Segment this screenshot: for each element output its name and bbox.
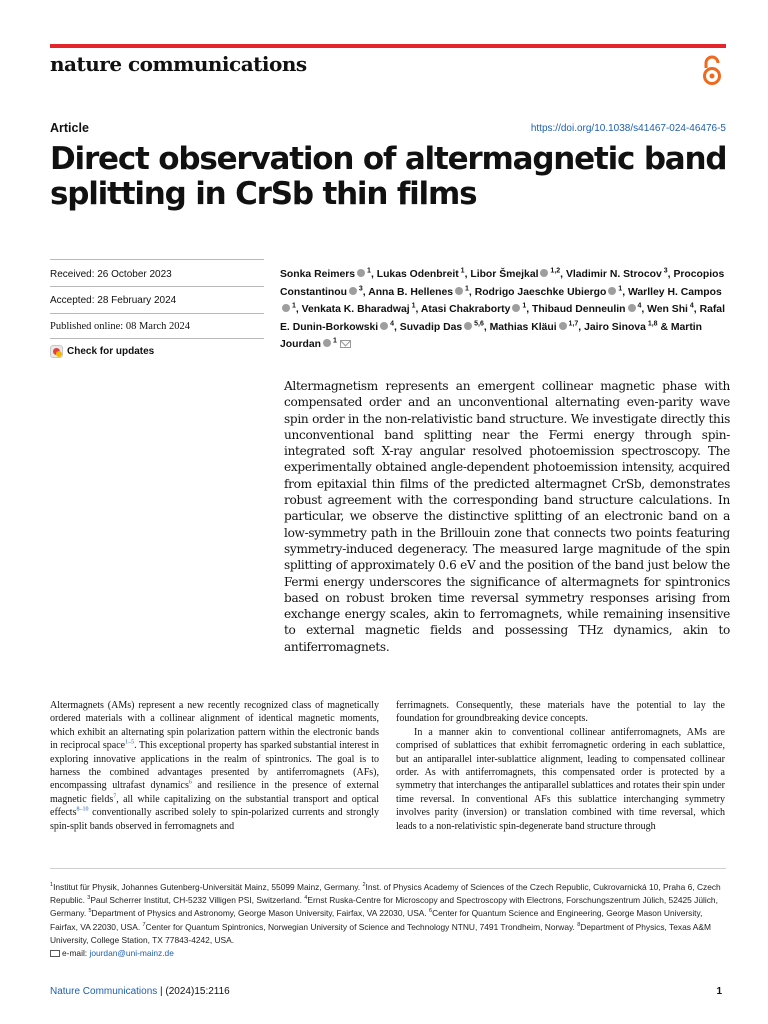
body-text: and resilience in the presence of external magnetic fields — [50, 780, 379, 805]
received-date: Received: 26 October 2023 — [50, 269, 172, 280]
author-separator: , — [483, 321, 490, 333]
meta-divider — [50, 338, 264, 339]
orcid-icon[interactable] — [628, 304, 636, 312]
author-name[interactable]: Thibaud Denneulin — [532, 304, 626, 316]
affiliation-number: 8 — [577, 921, 581, 928]
page-number: 1 — [716, 986, 722, 997]
author-name[interactable]: Venkata K. Bharadwaj — [301, 304, 410, 316]
affiliation-text: Paul Scherrer Institut, CH-5232 Villigen PSI, Switzerland. — [90, 895, 305, 906]
corresponding-author-mail-icon[interactable] — [340, 340, 351, 348]
affiliation-number: 4 — [304, 895, 308, 902]
author-name[interactable]: Warlley H. Campos — [627, 286, 722, 298]
author-separator: , — [693, 304, 700, 316]
affiliation-text: Department of Physics, Texas A&M University, College Station, TX 77843-4242, USA. — [50, 921, 711, 945]
footer-citation — [50, 986, 230, 997]
affiliation-number: 7 — [142, 921, 146, 928]
author-separator: , — [415, 304, 421, 316]
affiliation-number: 3 — [87, 895, 91, 902]
meta-divider — [50, 259, 264, 260]
body-column-right — [396, 699, 725, 833]
orcid-icon[interactable] — [282, 304, 290, 312]
reference-citation[interactable]: 6 — [188, 780, 192, 787]
body-paragraph: ferrimagnets. Consequently, these materials have the potential to lay the foundation for groundbreaking device concepts. — [396, 700, 725, 725]
author-name[interactable]: Martin Jourdan — [280, 321, 703, 351]
affiliation-text: Center for Quantum Science and Engineering, George Mason University, Fairfax, VA 22030, USA. — [50, 908, 703, 932]
reference-citation[interactable]: 8–10 — [76, 806, 89, 813]
author-affiliation-number: 1 — [290, 302, 296, 310]
orcid-icon[interactable] — [559, 322, 567, 330]
author-name[interactable]: Sonka Reimers — [280, 269, 356, 280]
author-name[interactable]: Anna B. Hellenes — [368, 286, 454, 298]
email-link[interactable]: jourdan@uni-mainz.de — [89, 948, 174, 959]
article-title: Direct observation of altermagnetic band splitting in CrSb thin films — [50, 141, 727, 212]
affiliation-text: Department of Physics and Astronomy, George Mason University, Fairfax, VA 22030, USA. — [91, 908, 430, 919]
header-red-rule — [50, 44, 726, 48]
author-name[interactable]: Suvadip Das — [399, 321, 463, 333]
orcid-icon[interactable] — [455, 287, 463, 295]
journal-name[interactable]: nature communications — [50, 52, 307, 76]
email-icon — [50, 950, 60, 957]
author-affiliation-number: 1,8 — [645, 320, 658, 328]
author-name[interactable]: Vladimir N. Strocov — [565, 269, 662, 280]
author-affiliation-number: 1 — [463, 285, 469, 293]
author-affiliation-number: 1 — [616, 285, 623, 293]
author-affiliation-number: 1,2 — [548, 267, 561, 275]
check-for-updates-label: Check for updates — [67, 346, 155, 357]
orcid-icon[interactable] — [380, 322, 388, 330]
author-separator: , — [667, 269, 674, 280]
body-paragraph — [50, 699, 379, 833]
author-list — [280, 266, 730, 354]
author-separator: , — [578, 321, 585, 333]
author-affiliation-number: 4 — [635, 302, 642, 310]
affiliations-divider — [50, 868, 726, 869]
author-separator: , — [641, 304, 648, 316]
orcid-icon[interactable] — [323, 339, 331, 347]
author-separator: , — [362, 286, 369, 298]
author-name[interactable]: Mathias Kläui — [489, 321, 557, 333]
affiliation-text: Center for Quantum Spintronics, Norwegian University of Science and Technology NTNU, 7491 Trondheim, Norway. — [145, 921, 578, 932]
affiliation-number: 5 — [88, 908, 92, 915]
author-affiliation-number: 1,7 — [566, 320, 579, 328]
author-separator: , — [370, 269, 377, 280]
author-name[interactable]: Jairo Sinova — [584, 321, 646, 333]
author-name[interactable]: Lukas Odenbreit — [376, 269, 459, 280]
open-access-icon — [701, 55, 723, 87]
orcid-icon[interactable] — [357, 269, 365, 277]
published-date: Published online: 08 March 2024 — [50, 321, 190, 332]
author-affiliation-number: 5,6 — [472, 320, 484, 328]
affiliation-text: Institut für Physik, Johannes Gutenberg-Universität Mainz, 55099 Mainz, Germany. — [53, 882, 363, 892]
author-affiliation-number: 3 — [356, 285, 363, 293]
author-separator: , — [295, 304, 302, 316]
body-text: , all while capitalizing on the substantial transport and optical effects — [50, 793, 379, 819]
affiliation-number: 6 — [429, 908, 433, 915]
body-text: Altermagnets (AMs) represent a new recently recognized class of magnetically ordered materials with a collinear alignment of identical magnetic moments, which exhibit an alternating spin polarization pattern within the electronic bands in reciprocal space — [50, 700, 379, 752]
orcid-icon[interactable] — [464, 322, 472, 330]
orcid-icon[interactable] — [349, 287, 357, 295]
author-name[interactable]: Procopios Constantinou — [280, 269, 725, 298]
affiliation-number: 2 — [362, 882, 366, 889]
abstract — [284, 378, 730, 655]
affiliation-list — [50, 882, 721, 945]
doi-link[interactable]: https://doi.org/10.1038/s41467-024-46476-5 — [530, 123, 726, 134]
body-text: . This exceptional property has sparked substantial interest in exploring innovative applications in the realm of spintronics. The goal is to harness the combined advantages presented by antiferromagnets (AFs), encompassing ultrafast dynamics — [50, 740, 379, 792]
author-name[interactable]: Rodrigo Jaeschke Ubiergo — [474, 286, 607, 298]
author-separator: , — [526, 304, 532, 316]
footer-journal-link[interactable]: Nature Communications — [50, 986, 158, 997]
body-paragraph: In a manner akin to conventional collinear antiferromagnets, AMs are comprised of sublattices that exhibit ferromagnetic ordering in each sublattice, but an antiparallel inter-sublattice alignment, leading to compensated collinear order. As with antiferromagnets, this compensated order is protected by a symmetry that interchanges the antiparallel sublattices and rotates their spin under time reversal. In conventional AFs this sublattice interchanging symmetry involves parity (inversion) or translation combined with time reversal, which leads to a non-relativistic spin-degenerate band structure through — [396, 726, 725, 832]
author-affiliation-number: 1 — [458, 267, 465, 275]
author-separator: , — [394, 321, 400, 333]
affiliations — [50, 881, 730, 960]
email-label: e-mail: — [62, 948, 90, 959]
author-separator: , — [560, 269, 566, 280]
body-text: conventionally ascribed solely to spin-polarized currents and strongly spin-split bands observed in ferromagnets and — [50, 807, 379, 832]
author-affiliation-number: 3 — [661, 267, 668, 275]
article-type-label: Article — [50, 121, 89, 135]
body-column-left — [50, 699, 379, 833]
author-separator: , — [468, 286, 475, 298]
abstract-text: Altermagnetism represents an emergent collinear magnetic phase with compensated order and an unconventional alternating even-parity wave spin order in the non-relativistic band structure. We investigate directly this unconventional band splitting near the Fermi energy through spin-integrated soft X-ray angular resolved photoemission spectroscopy. The experimentally obtained angle-dependent photoemission intensity, acquired from epitaxial thin films of the predicted altermagnet CrSb, demonstrates robust agreement with the corresponding band structure calculations. In particular, we observe the distinctive splitting of an electronic band on a low-symmetry path in the Brillouin zone that connects two points featuring symmetry-induced degeneracy. The measured large magnitude of the spin splitting of approximately 0.6 eV and the position of the band just below the Fermi energy underscores the significance of altermagnets for spintronics based on robust broken time reversal symmetry responses arising from exchange energy scales, akin to ferromagnets, while remaining insensitive to external magnetic fields and possessing THz dynamics, akin to antiferromagnets. — [284, 379, 730, 654]
author-affiliation-number: 4 — [388, 320, 394, 328]
affiliation-text: Ernst Ruska-Centre for Microscopy and Spectroscopy with Electrons, Forschungszentrum Jülich, 52425 Jülich, Germany. — [50, 895, 718, 919]
author-affiliation-number: 4 — [687, 302, 694, 310]
meta-divider — [50, 313, 264, 314]
author-affiliation-number: 1 — [365, 267, 371, 275]
author-name[interactable]: Atasi Chakraborty — [420, 304, 511, 316]
affiliation-number: 1 — [50, 882, 54, 889]
meta-divider — [50, 286, 264, 287]
author-name[interactable]: Wen Shi — [647, 304, 688, 316]
check-for-updates-button[interactable] — [50, 345, 154, 358]
crossmark-icon — [50, 345, 63, 358]
reference-citation[interactable]: 7 — [113, 793, 117, 800]
footer-volume: | (2024)15:2116 — [157, 986, 230, 997]
author-separator: , — [464, 269, 471, 280]
affiliation-text: Inst. of Physics Academy of Sciences of the Czech Republic, Cukrovarnická 10, Praha 6, Czech Republic. — [50, 882, 721, 906]
author-affiliation-number: 1 — [331, 337, 337, 345]
author-separator: , — [622, 286, 628, 298]
accepted-date: Accepted: 28 February 2024 — [50, 295, 177, 306]
author-separator: & — [657, 321, 671, 333]
reference-citation[interactable]: 1–5 — [125, 739, 135, 746]
author-affiliation-number: 1 — [409, 302, 416, 310]
author-name[interactable]: Rafal E. Dunin-Borkowski — [280, 304, 725, 333]
author-name[interactable]: Libor Šmejkal — [470, 269, 539, 280]
author-affiliation-number: 1 — [520, 302, 527, 310]
